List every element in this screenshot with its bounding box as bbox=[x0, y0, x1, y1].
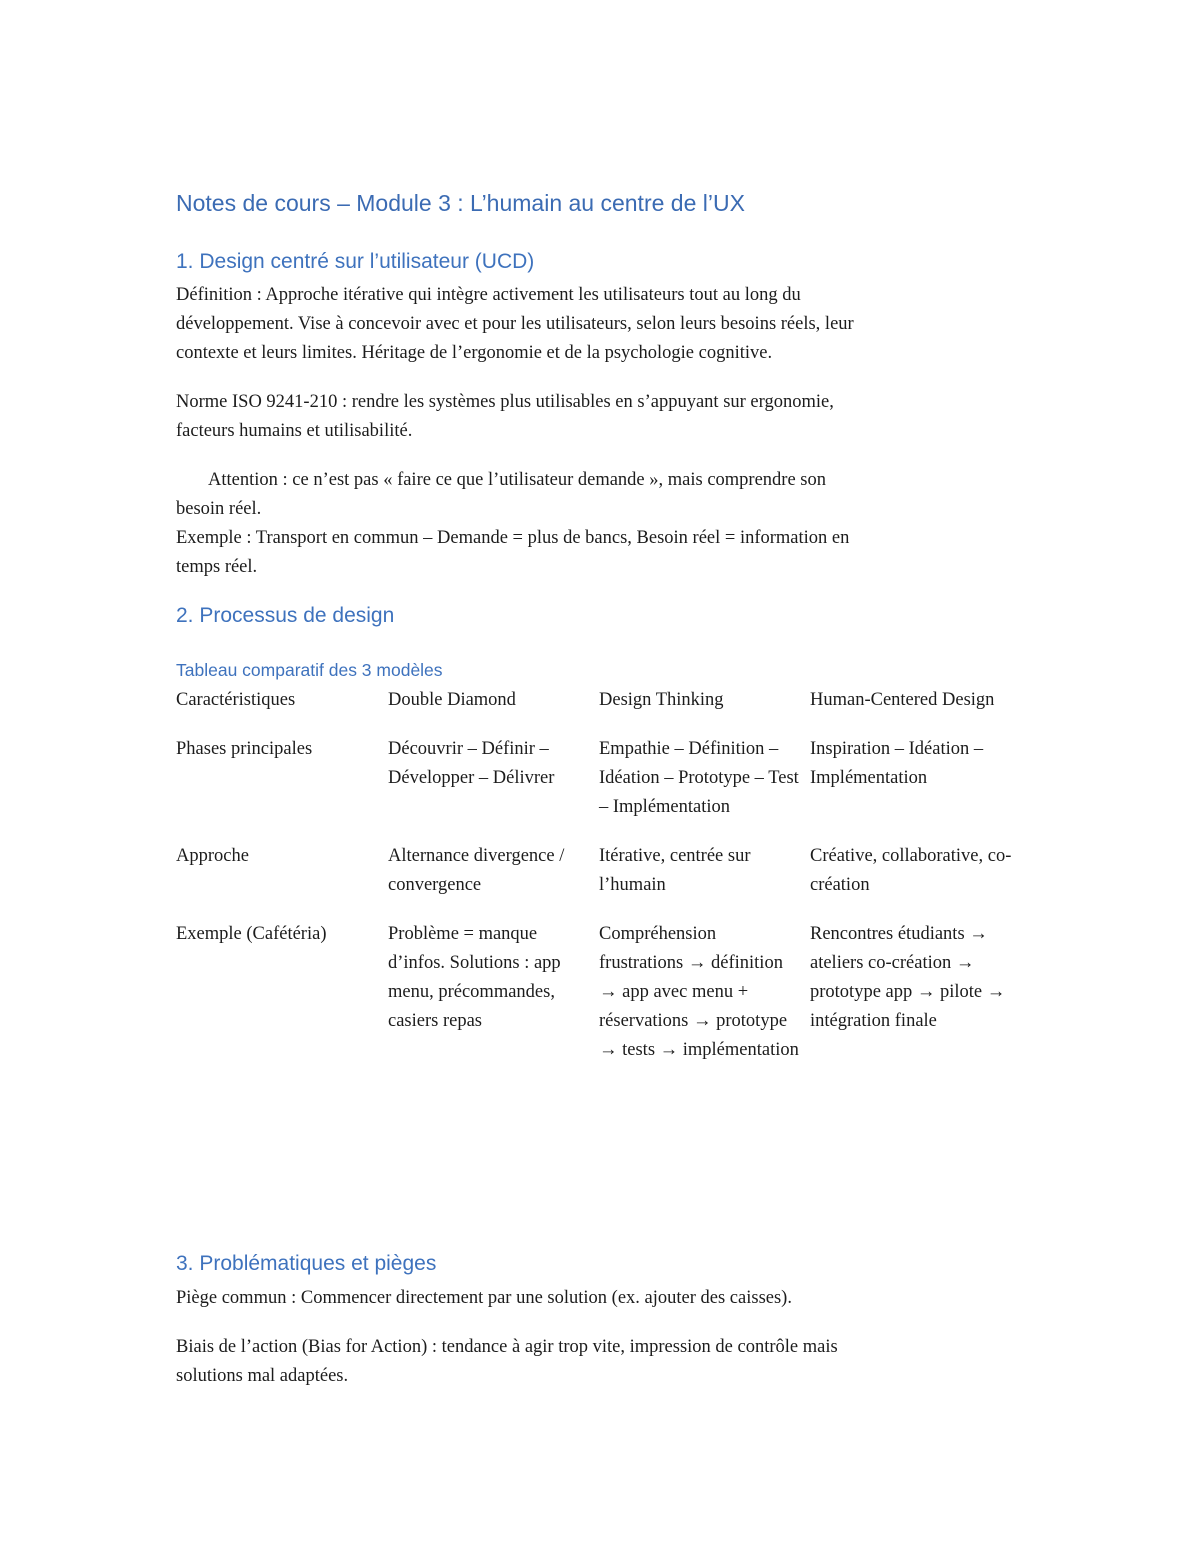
page-title: Notes de cours – Module 3 : L’humain au centre de l’UX bbox=[176, 190, 745, 216]
table-cell: Problème = manque d’infos. Solutions : app menu, précommandes, casiers repas bbox=[388, 924, 561, 1031]
table-header-cell: Design Thinking bbox=[599, 690, 724, 710]
comparison-table bbox=[176, 686, 1038, 1085]
text-line: Exemple : Transport en commun – Demande = plus de bancs, Besoin réel = information en bbox=[176, 528, 850, 548]
table-row bbox=[176, 842, 1038, 920]
section-2-heading: 2. Processus de design bbox=[176, 604, 395, 627]
table-cell: Phases principales bbox=[176, 739, 313, 759]
text-line: Attention : ce n’est pas « faire ce que l’utilisateur demande », mais comprendre son bbox=[208, 470, 826, 490]
table-cell: Compréhension frustrations → définition → app avec menu + réservations → prototype → tests → implémentation bbox=[599, 924, 799, 1060]
text-line: besoin réel. bbox=[176, 499, 262, 519]
table-row bbox=[176, 735, 1038, 842]
section-3-trap-paragraph bbox=[176, 1284, 1026, 1313]
table-cell: Approche bbox=[176, 846, 249, 866]
text-line: facteurs humains et utilisabilité. bbox=[176, 421, 413, 441]
table-cell: Créative, collaborative, co-création bbox=[810, 846, 1012, 895]
text-line: Biais de l’action (Bias for Action) : tendance à agir trop vite, impression de contrôle mais bbox=[176, 1337, 838, 1357]
section-3-heading: 3. Problématiques et pièges bbox=[176, 1252, 437, 1275]
table-cell: Alternance divergence / convergence bbox=[388, 846, 565, 895]
table-cell: Inspiration – Idéation – Implémentation bbox=[810, 739, 984, 788]
section-3-bias-paragraph bbox=[176, 1333, 1026, 1391]
text-line: temps réel. bbox=[176, 557, 258, 577]
table-header-cell: Double Diamond bbox=[388, 690, 516, 710]
text-line: solutions mal adaptées. bbox=[176, 1366, 349, 1386]
text-line: développement. Vise à concevoir avec et pour les utilisateurs, selon leurs besoins réels, leur bbox=[176, 314, 854, 334]
section-1-attention-paragraph bbox=[176, 466, 1026, 582]
section-1-heading: 1. Design centré sur l’utilisateur (UCD) bbox=[176, 250, 535, 273]
table-cell: Itérative, centrée sur l’humain bbox=[599, 846, 751, 895]
table-header-cell: Human-Centered Design bbox=[810, 690, 995, 710]
text-line: contexte et leurs limites. Héritage de l’ergonomie et de la psychologie cognitive. bbox=[176, 343, 773, 363]
text-line: Norme ISO 9241-210 : rendre les systèmes plus utilisables en s’appuyant sur ergonomie, bbox=[176, 392, 834, 412]
table-cell: Rencontres étudiants → ateliers co-création → prototype app → pilote → intégration finale bbox=[810, 924, 1006, 1031]
table-cell: Empathie – Définition – Idéation – Prototype – Test – Implémentation bbox=[599, 739, 799, 817]
table-title: Tableau comparatif des 3 modèles bbox=[176, 660, 443, 680]
section-1-definition-paragraph bbox=[176, 281, 1026, 368]
table-cell: Exemple (Cafétéria) bbox=[176, 924, 327, 944]
text-line: Piège commun : Commencer directement par une solution (ex. ajouter des caisses). bbox=[176, 1288, 792, 1308]
section-1-iso-paragraph bbox=[176, 388, 1026, 446]
table-row bbox=[176, 920, 1038, 1085]
table-header-row bbox=[176, 686, 1038, 735]
table-header-cell: Caractéristiques bbox=[176, 690, 296, 710]
text-line: Définition : Approche itérative qui intègre activement les utilisateurs tout au long du bbox=[176, 285, 801, 305]
table-cell: Découvrir – Définir – Développer – Délivrer bbox=[388, 739, 555, 788]
